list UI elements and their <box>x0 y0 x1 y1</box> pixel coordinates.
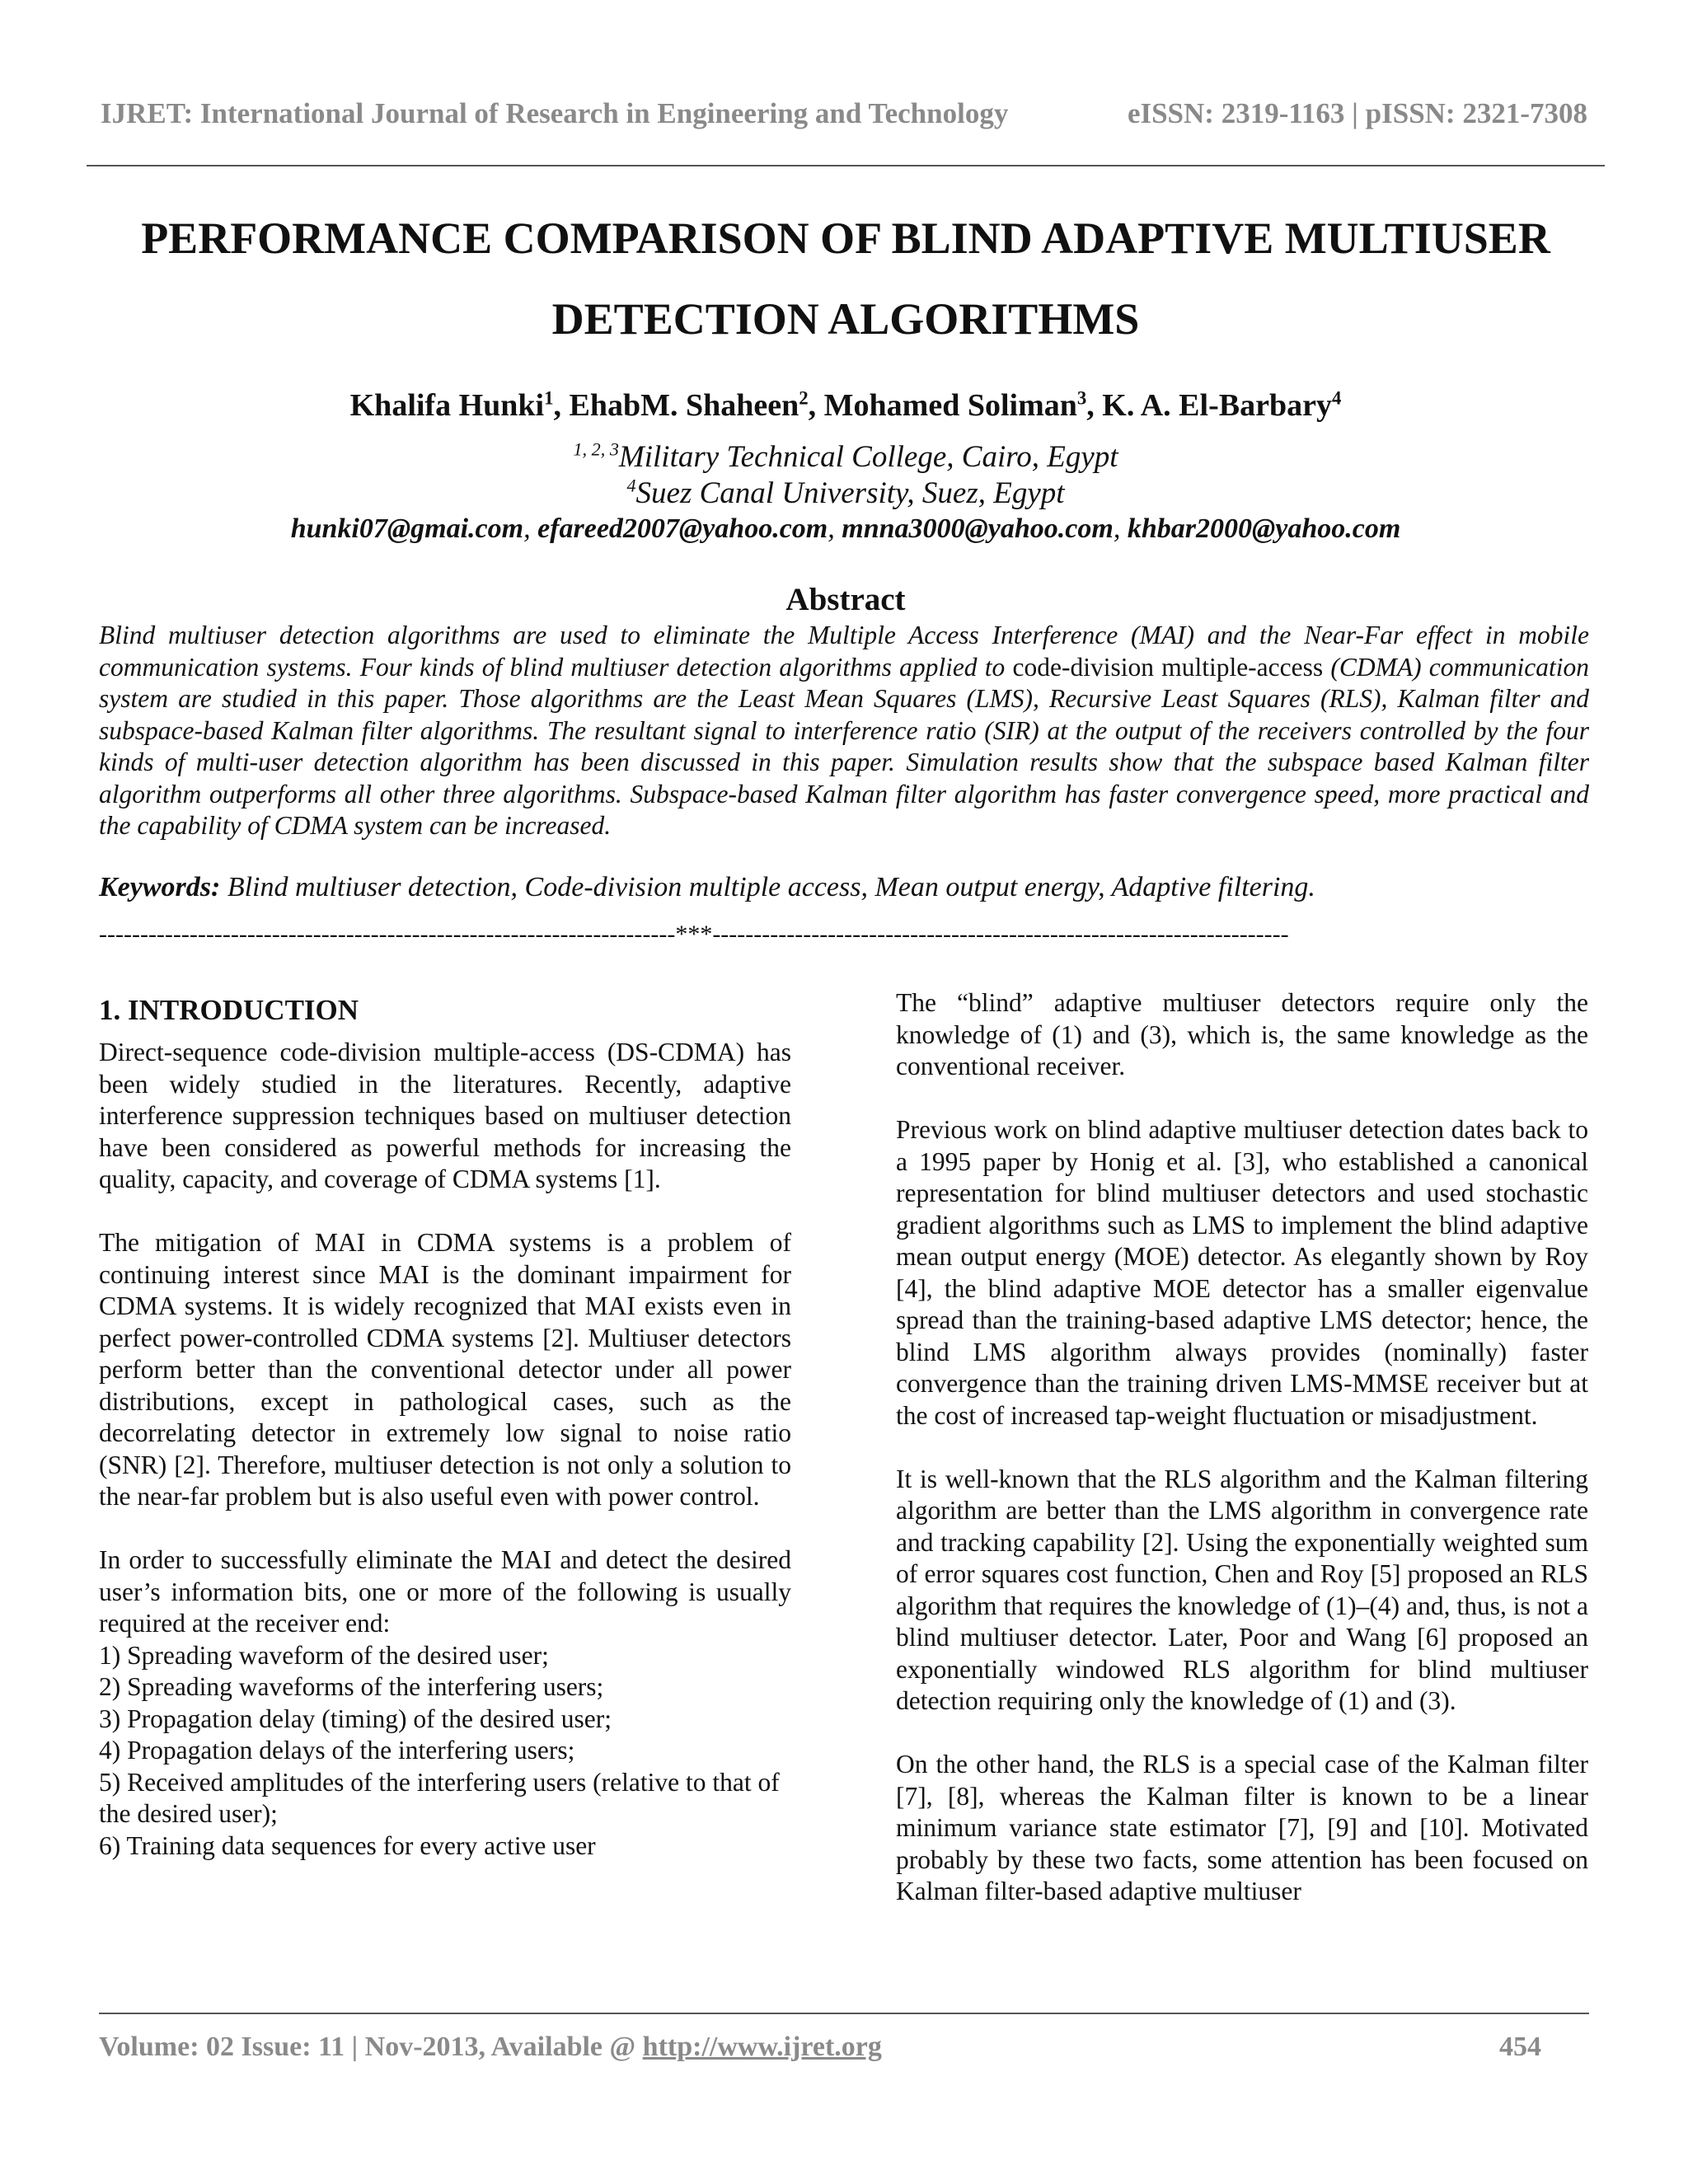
list-item: 5) Received amplitudes of the interfering users (relative to that of the desired user); <box>99 1767 780 1828</box>
journal-link[interactable]: http://www.ijret.org <box>642 2032 882 2062</box>
section-separator: ----------------------------------------------------------------------***---------------------------------------------------------------------- <box>99 921 1289 948</box>
paragraph: In order to successfully eliminate the MAI and detect the desired user’s information bits, one or more of the following is usually required at the receiver end: <box>99 1545 791 1638</box>
abstract-body: Blind multiuser detection algorithms are used to eliminate the Multiple Access Interference (MAI) and the Near-Far effect in mobile communication systems. Four kinds of blind multiuser detection algorithms applied to code-division multiple-access (CDMA) communication system are studied in this paper. Those algorithms are the Least Mean Squares (LMS), Recursive Least Squares (RLS), Kalman filter and subspace-based Kalman filter algorithms. The resultant signal to interference ratio (SIR) at the output of the receivers controlled by the four kinds of multi-user detection algorithm has been discussed in this paper. Simulation results show that the subspace based Kalman filter algorithm outperforms all other three algorithms. Subspace-based Kalman filter algorithm has faster convergence speed, more practical and the capability of CDMA system can be increased. <box>99 621 1590 840</box>
paragraph: Direct-sequence code-division multiple-access (DS-CDMA) has been widely studied in the literatures. Recently, adaptive interference suppression techniques based on multiuser detection have been considered as powerful methods for increasing the quality, capacity, and coverage of CDMA systems [1]. <box>99 1038 791 1193</box>
email: mnna3000@yahoo.com <box>842 513 1114 544</box>
email: efareed2007@yahoo.com <box>537 513 828 544</box>
list-item: 1) Spreading waveform of the desired user; <box>99 1640 549 1670</box>
requirements-list <box>99 1640 791 1863</box>
list-item: 6) Training data sequences for every active user <box>99 1830 596 1860</box>
affiliation-2: $^4$Suez Canal University, Suez, Egypt <box>626 475 1065 510</box>
affiliation-1: $^{1, 2, 3}$Military Technical College, Cairo, Egypt <box>573 438 1118 474</box>
author: K. A. El-Barbary$^4$ <box>1102 387 1342 423</box>
keywords-label: Keywords: <box>99 872 221 902</box>
paragraph: On the other hand, the RLS is a special case of the Kalman filter [7], [8], whereas the Kalman filter is known to be a linear minimum variance state estimator [7], [9] and [10]. Motivated probably by these two facts, some attention has been focused on Kalman filter-based adaptive multiuser <box>896 1750 1588 1905</box>
header-divider <box>87 165 1605 166</box>
journal-name: IJRET: International Journal of Research in Engineering and Technology <box>101 97 1009 129</box>
author-list <box>87 387 1605 424</box>
email: hunki07@gmai.com <box>290 513 524 544</box>
list-item: 2) Spreading waveforms of the interfering users; <box>99 1672 604 1701</box>
paragraph: Previous work on blind adaptive multiuser detection dates back to a 1995 paper by Honig et al. [3], who established a canonical representation for blind multiuser detectors and used stochastic gradient algorithms such as LMS to implement the blind adaptive mean output energy (MOE) detector. As elegantly shown by Roy [4], the blind adaptive MOE detector has a smaller eigenvalue spread than the training-based adaptive LMS detector; hence, the blind LMS algorithm always provides (nominally) faster convergence than the training driven LMS-MMSE receiver but at the cost of increased tap-weight fluctuation or misadjustment. <box>896 1115 1588 1430</box>
footer-divider <box>99 2013 1589 2014</box>
running-footer <box>99 2032 1541 2063</box>
section-heading: 1. INTRODUCTION <box>99 994 359 1026</box>
left-column <box>99 987 791 1862</box>
email: khbar2000@yahoo.com <box>1127 513 1401 544</box>
list-item: 4) Propagation delays of the interfering users; <box>99 1736 575 1765</box>
author-emails: hunki07@gmai.com, efareed2007@yahoo.com, mnna3000@yahoo.com, khbar2000@yahoo.com <box>290 513 1401 544</box>
paragraph: It is well-known that the RLS algorithm and the Kalman filtering algorithm are better than the LMS algorithm in convergence rate and tracking capability [2]. Using the exponentially weighted sum of error squares cost function, Chen and Roy [5] proposed an RLS algorithm that requires the knowledge of (1)–(4) and, thus, is not a blind multiuser detector. Later, Poor and Wang [6] proposed an exponentially windowed RLS algorithm for blind multiuser detection requiring only the knowledge of (1) and (3). <box>896 1464 1588 1715</box>
abstract-heading: Abstract <box>785 582 906 617</box>
issn-info: eISSN: 2319-1163 | pISSN: 2321-7308 <box>1127 97 1587 129</box>
paragraph: The mitigation of MAI in CDMA systems is a problem of continuing interest since MAI is the dominant impairment for CDMA systems. It is widely recognized that MAI exists even in perfect power-controlled CDMA systems [2]. Multiuser detectors perform better than the conventional detector under all power distributions, except in pathological cases, such as the decorrelating detector in extremely low signal to noise ratio (SNR) [2]. Therefore, multiuser detection is not only a solution to the near-far problem but is also useful even with power control. <box>99 1228 791 1511</box>
author: Khalifa Hunki$^1$, <box>349 387 570 423</box>
running-header <box>101 97 1587 130</box>
page-number: 454 <box>1499 2032 1541 2062</box>
paragraph: The “blind” adaptive multiuser detectors require only the knowledge of (1) and (3), which is, the same knowledge as the conventional receiver. <box>896 988 1588 1080</box>
title-line-1: PERFORMANCE COMPARISON OF BLIND ADAPTIVE MULTIUSER <box>141 213 1550 263</box>
author: EhabM. Shaheen$^2$, <box>569 387 824 423</box>
footer-volume: Volume: 02 Issue: 11 | Nov-2013, Available @ http://www.ijret.org <box>99 2032 882 2062</box>
keywords <box>99 872 1589 903</box>
keywords-text: Blind multiuser detection, Code-division multiple access, Mean output energy, Adaptive filtering. <box>220 872 1315 902</box>
right-column <box>896 987 1588 1939</box>
paper-title <box>87 198 1605 359</box>
title-line-2: DETECTION ALGORITHMS <box>551 294 1140 344</box>
list-item: 3) Propagation delay (timing) of the desired user; <box>99 1704 612 1733</box>
author: Mohamed Soliman$^3$, <box>823 387 1103 423</box>
